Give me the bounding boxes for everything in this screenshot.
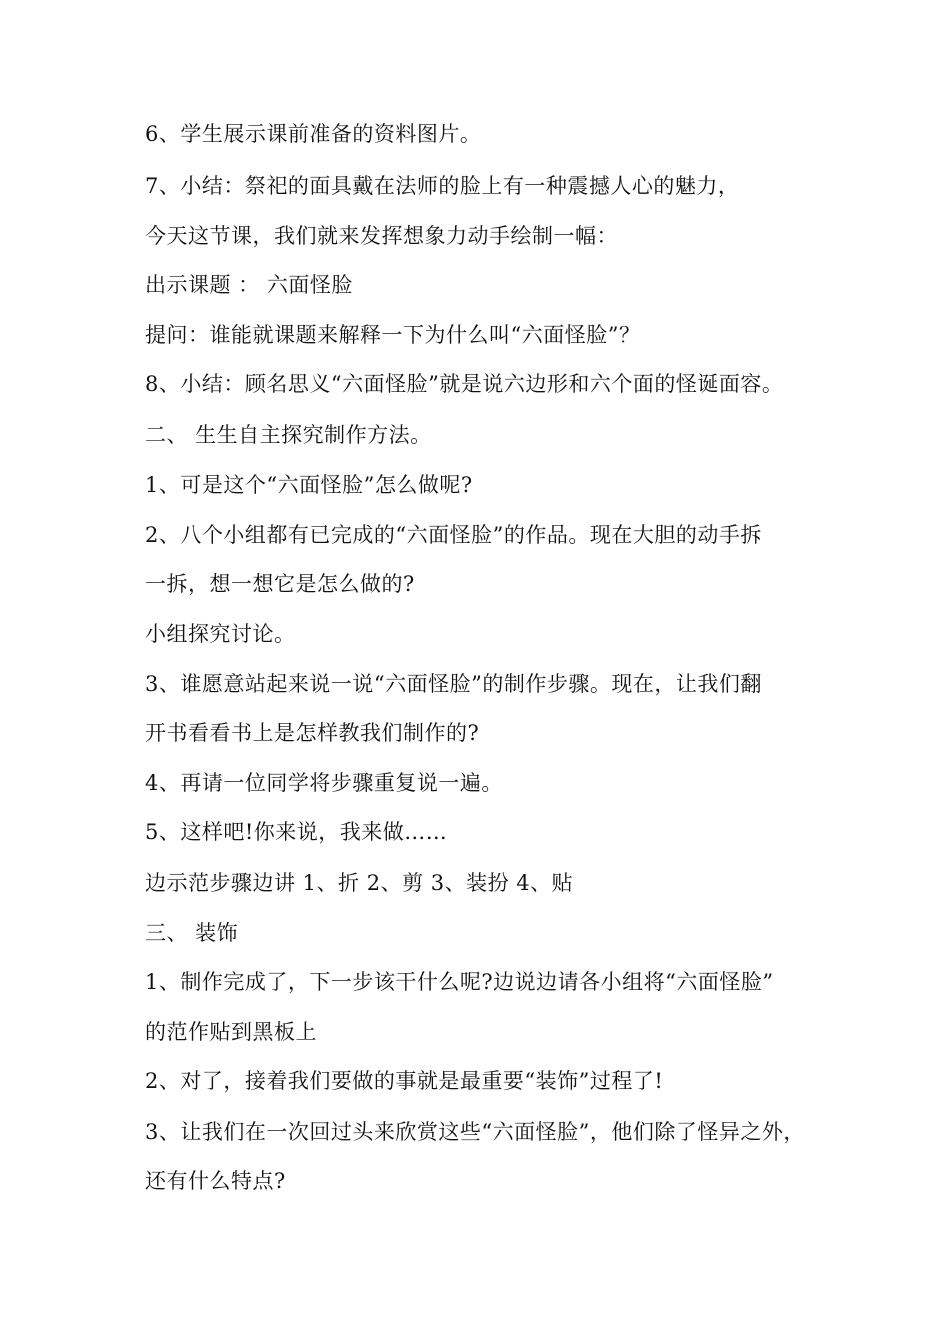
text-line-3: 今天这节课，我们就来发挥想象力动手绘制一幅： xyxy=(145,224,618,248)
text-line-6: 8、小结：顾名思义“六面怪脸”就是说六边形和六个面的怪诞面容。 xyxy=(145,372,784,396)
text-line-15: 5、这样吧!你来说，我来做…… xyxy=(145,820,448,844)
section-heading-3: 三、 装饰 xyxy=(145,921,239,945)
text-line-11: 小组探究讨论。 xyxy=(145,622,296,646)
text-line-1: 6、学生展示课前准备的资料图片。 xyxy=(145,122,482,146)
text-line-14: 4、再请一位同学将步骤重复说一遍。 xyxy=(145,771,503,795)
text-line-5: 提问：谁能就课题来解释一下为什么叫“六面怪脸”？ xyxy=(145,323,641,347)
text-line-22: 还有什么特点? xyxy=(145,1169,286,1193)
text-line-19: 的范作贴到黑板上 xyxy=(145,1020,317,1044)
text-line-2: 7、小结：祭祀的面具戴在法师的脸上有一种震撼人心的魅力， xyxy=(145,174,740,198)
text-line-4: 出示课题 ： 六面怪脸 xyxy=(145,273,353,297)
text-line-18: 1、制作完成了，下一步该干什么呢?边说边请各小组将“六面怪脸” xyxy=(145,970,774,994)
text-line-16: 边示范步骤边讲 1、折 2、剪 3、装扮 4、贴 xyxy=(145,871,574,895)
text-line-10: 一拆，想一想它是怎么做的? xyxy=(145,572,415,596)
section-heading-2: 二、 生生自主探究制作方法。 xyxy=(145,423,432,447)
text-line-21: 3、让我们在一次回过头来欣赏这些“六面怪脸”，他们除了怪异之外， xyxy=(145,1120,805,1144)
text-line-20: 2、对了，接着我们要做的事就是最重要“装饰”过程了! xyxy=(145,1069,664,1093)
text-line-13: 开书看看书上是怎样教我们制作的? xyxy=(145,721,480,745)
text-line-12: 3、谁愿意站起来说一说“六面怪脸”的制作步骤。现在，让我们翻 xyxy=(145,672,762,696)
text-line-8: 1、可是这个“六面怪脸”怎么做呢? xyxy=(145,473,473,497)
text-line-9: 2、八个小组都有已完成的“六面怪脸”的作品。现在大胆的动手拆 xyxy=(145,523,762,547)
